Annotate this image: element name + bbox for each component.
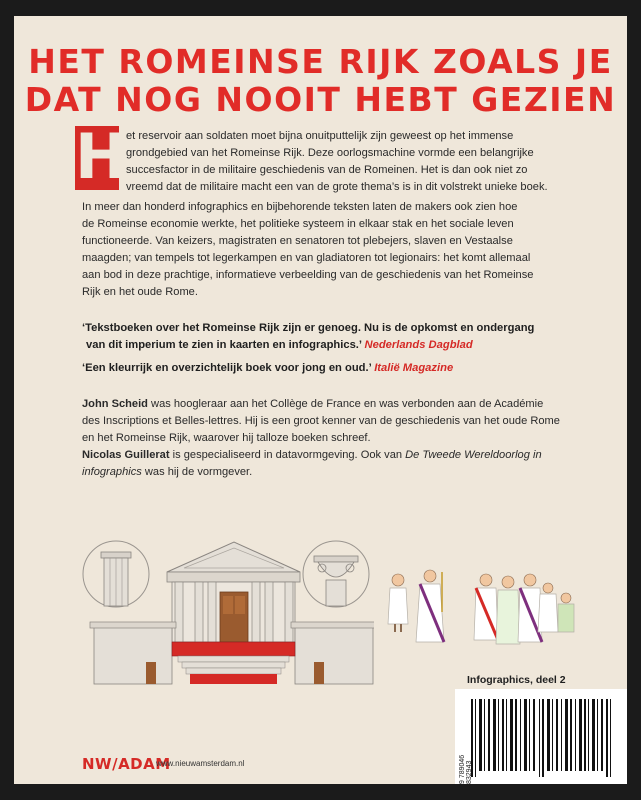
author-bio-2-text-end: was hij de vormgever. bbox=[141, 466, 253, 478]
author-bio-2-line-2 bbox=[82, 465, 252, 479]
author-bio-1-text: was hoogleraar aan het Collège de France en was verbonden aan de Académie bbox=[147, 398, 544, 410]
book-title-part-2: infographics bbox=[82, 466, 142, 478]
dropcap-letter: H bbox=[75, 120, 127, 193]
intro-line: de Romeinse economie werkte, het politieke systeem in elkaar stak en het sociale leven bbox=[82, 218, 514, 230]
cover-headline-line-1: HET ROMEINSE RIJK ZOALS JE bbox=[28, 42, 613, 81]
author-name-1: John Scheid bbox=[82, 398, 148, 410]
review-quote-1-line-1: ‘Tekstboeken over het Romeinse Rijk zijn er genoeg. Nu is de opkomst en ondergang bbox=[82, 322, 535, 334]
intro-line: aan bod in deze prachtige, informatieve verbeelding van de geschiedenis van het Romeinse bbox=[82, 269, 534, 281]
author-name-2: Nicolas Guillerat bbox=[82, 449, 170, 461]
barcode-icon bbox=[469, 699, 619, 777]
barcode-area bbox=[455, 689, 627, 784]
intro-line: et reservoir aan soldaten moet bijna onuitputtelijk zijn geweest op het immense bbox=[126, 130, 514, 142]
author-bio-1-line-3: en het Romeinse Rijk, waarover hij talloze boeken schreef. bbox=[82, 432, 371, 444]
capital-detail-circle bbox=[303, 541, 369, 607]
author-bio-1-line-1 bbox=[82, 397, 543, 411]
review-quote-1-line-2 bbox=[86, 338, 473, 352]
roman-figure bbox=[416, 570, 444, 642]
roman-figure bbox=[388, 574, 408, 632]
temple-illustration bbox=[74, 534, 374, 694]
roman-figure bbox=[558, 593, 574, 632]
review-source-1: Nederlands Dagblad bbox=[364, 339, 473, 351]
book-back-cover bbox=[14, 16, 627, 784]
review-quote-2-text: ‘Een kleurrijk en overzichtelijk boek voor jong en oud.’ bbox=[82, 362, 372, 374]
cover-headline-line-2: DAT NOG NOOIT HEBT GEZIEN bbox=[24, 80, 617, 119]
intro-line: succesfactor in de militaire geschiedenis van de Romeinen. Het is dan ook niet zo bbox=[126, 164, 528, 176]
author-bio-1-line-2: des Inscriptions et Belles-lettres. Hij is een groot kenner van de geschiedenis van het oude Rome bbox=[82, 415, 560, 427]
series-label: Infographics, deel 2 bbox=[467, 674, 566, 686]
intro-line: maagden; van tempels tot legerkampen en van gladiatoren tot legionairs: het komt allemaal bbox=[82, 252, 531, 264]
intro-line: functioneerde. Van keizers, magistraten en senatoren tot plebejers, slaven en Vestaalse bbox=[82, 235, 513, 247]
roman-figure bbox=[474, 574, 498, 640]
intro-line: grondgebied van het Romeinse Rijk. Deze oorlogsmachine vormde een belangrijke bbox=[126, 147, 534, 159]
author-bio-2-line-1 bbox=[82, 448, 542, 462]
author-bio-2-text: is gespecialiseerd in datavormgeving. Ook van bbox=[169, 449, 406, 461]
review-source-2: Italië Magazine bbox=[374, 362, 454, 374]
intro-line: vreemd dat de militaire macht een van de grote thema’s is in dit volstrekt unieke boek. bbox=[126, 181, 548, 193]
column-detail-circle bbox=[83, 541, 149, 607]
isbn-number: 9 789046 832943 bbox=[459, 754, 473, 784]
review-quote-2 bbox=[82, 361, 453, 375]
roman-figure bbox=[496, 576, 520, 644]
publisher-logo: NW/ADAM bbox=[82, 755, 171, 773]
publisher-website: www.nieuwamsterdam.nl bbox=[156, 759, 245, 768]
review-quote-1-text: van dit imperium te zien in kaarten en infographics.’ bbox=[86, 339, 362, 351]
intro-line: Rijk en het oude Rome. bbox=[82, 286, 198, 298]
intro-line: In meer dan honderd infographics en bijbehorende teksten laten de makers ook zien hoe bbox=[82, 201, 518, 213]
book-title-part-1: De Tweede Wereldoorlog in bbox=[405, 449, 542, 461]
roman-figure bbox=[538, 583, 558, 632]
roman-figures-illustration bbox=[386, 562, 586, 672]
